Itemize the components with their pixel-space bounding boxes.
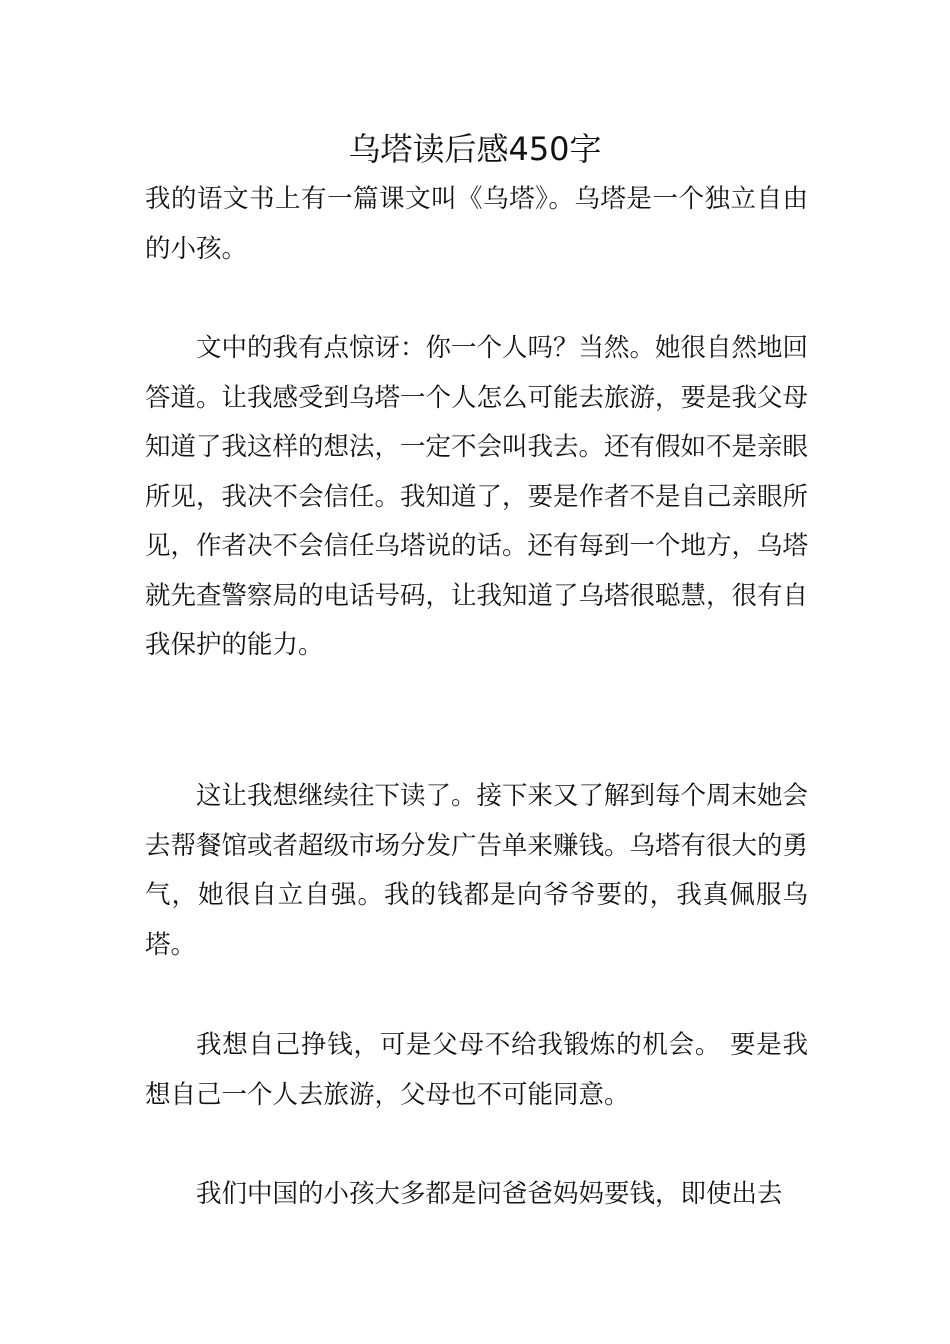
paragraph-3: 这让我想继续往下读了。接下来又了解到每个周末她会去帮餐馆或者超级市场分发广告单来赚钱。乌塔有很大的勇气，她很自立自强。我的钱都是向爷爷要的，我真佩服乌塔。: [145, 781, 809, 960]
document-title: 乌塔读后感450字: [348, 130, 602, 168]
paragraph-2: 文中的我有点惊讶：你一个人吗？当然。她很自然地回答道。让我感受到乌塔一个人怎么可能去旅游，要是我父母知道了我这样的想法，一定不会叫我去。还有假如不是亲眼所见，我决不会信任。我知道了，要是作者不是自己亲眼所见，作者决不会信任乌塔说的话。还有每到一个地方，乌塔就先查警察局的电话号码，让我知道了乌塔很聪慧，很有自我保护的能力。: [145, 333, 809, 660]
paragraph-5: 我们中国的小孩大多都是问爸爸妈妈要钱，即使出去: [196, 1179, 783, 1209]
paragraph-1: 我的语文书上有一篇课文叫《乌塔》。乌塔是一个独立自由的小孩。: [145, 184, 808, 264]
paragraph-4: 我想自己挣钱，可是父母不给我锻炼的机会。 要是我想自己一个人去旅游，父母也不可能同意。: [145, 1030, 808, 1110]
